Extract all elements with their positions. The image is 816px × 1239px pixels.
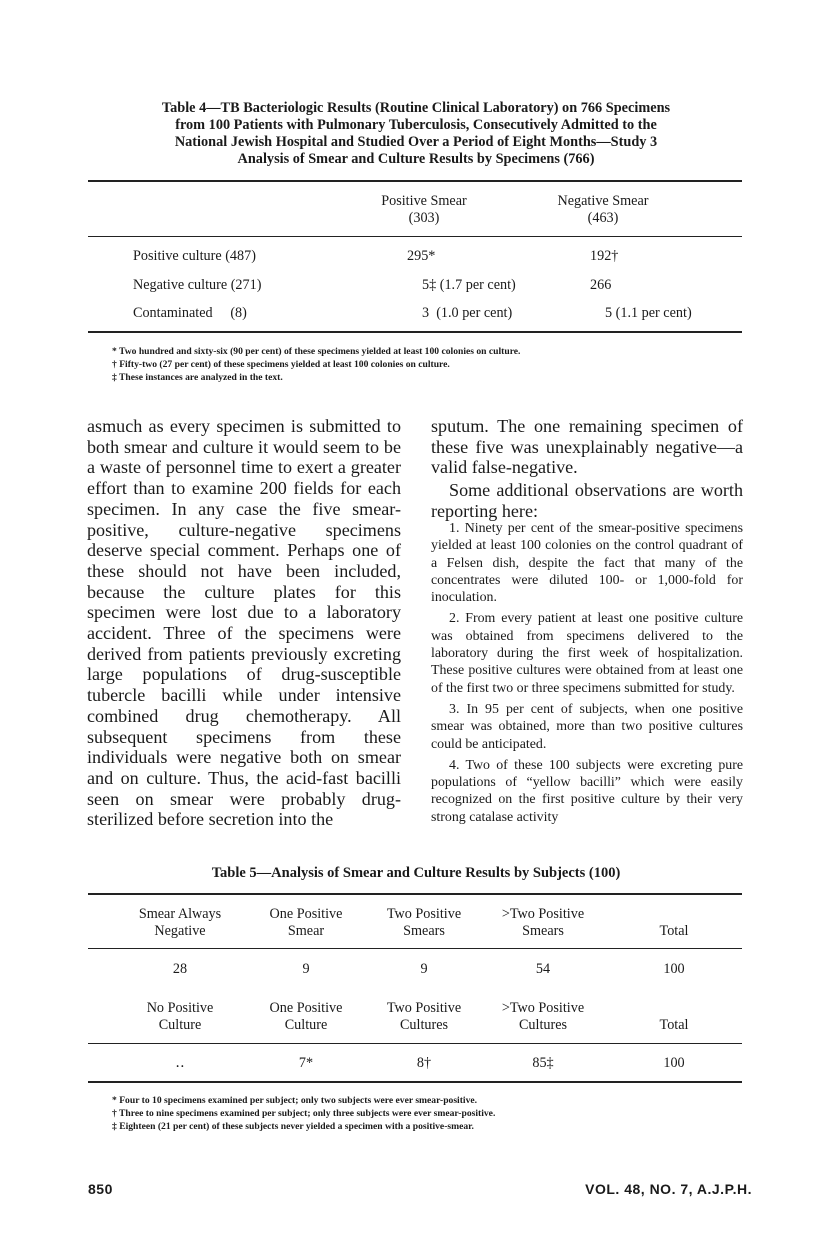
- table5-culture-value: ‥: [175, 1055, 185, 1071]
- footnote: * Two hundred and sixty-six (90 per cent) of these specimens yielded at least 100 colonies on culture.: [112, 346, 521, 357]
- table5-culture-header: [473, 1000, 613, 1034]
- table4-row-label: Contaminated (8): [133, 305, 247, 321]
- paragraph: sputum. The one remaining specimen of these five was unexplainably negative—a valid false-negative.: [431, 416, 743, 478]
- header-line: No Positive: [146, 1000, 214, 1016]
- table4-footnotes: [112, 346, 520, 385]
- footnote: ‡ These instances are analyzed in the text.: [112, 372, 283, 383]
- table4-caption-line: Table 4—TB Bacteriologic Results (Routine Clinical Laboratory) on 766 Specimens: [161, 100, 671, 116]
- header-line: Two Positive: [386, 1000, 462, 1016]
- header-line: Negative: [154, 923, 206, 939]
- header-line: Culture: [158, 1017, 202, 1033]
- header-line: Smears: [403, 923, 445, 939]
- table5-culture-value: 85‡: [532, 1055, 554, 1071]
- table4-cell-pos: 295*: [407, 248, 436, 264]
- table4-col-header-negative: [533, 193, 673, 227]
- header-line: Smears: [522, 923, 564, 939]
- header-label: Negative Smear: [557, 193, 649, 209]
- table5-smear-rule: [88, 948, 742, 949]
- table4-caption-line: National Jewish Hospital and Studied Over a Period of Eight Months—Study 3: [174, 134, 658, 150]
- table5-caption: Table 5—Analysis of Smear and Culture Results by Subjects (100): [211, 865, 621, 881]
- paragraph: asmuch as every specimen is submitted to both smear and culture it would seem to be a waste of personnel time to exert a greater effort than to examine 200 fields for each specimen. In any case the five smear-positive, culture-negative specimens deserve special comment. Perhaps one of these should not have been included, because the culture plates for this specimen were lost due to a laboratory accident. Three of the specimens were derived from patients previously excreting large populations of drug-susceptible tubercle bacilli while under intensive combined drug chemotherapy. All subsequent specimens from these individuals were negative both on smear and on culture. Thus, the acid-fast bacilli seen on smear were probably drug-sterilized before secretion into the: [87, 416, 401, 830]
- table5-culture-value: 8†: [416, 1055, 432, 1071]
- list-item: 4. Two of these 100 subjects were excreting pure populations of “yellow bacilli” which were easily recognized on the first positive culture by their very strong catalase activity: [431, 757, 743, 825]
- journal-reference: VOL. 48, NO. 7, A.J.P.H.: [585, 1181, 752, 1197]
- table5-smear-value: 54: [535, 961, 551, 977]
- table4-row-label: Positive culture (487): [133, 248, 256, 264]
- table5-culture-header: [110, 1000, 250, 1034]
- table4-cell-pos: 3 (1.0 per cent): [422, 305, 513, 321]
- table4-caption-line: Analysis of Smear and Culture Results by Specimens (766): [237, 151, 595, 167]
- table4-col-header-positive: [354, 193, 494, 227]
- table5-bottom-rule: [88, 1081, 742, 1083]
- table4-top-rule: [88, 180, 742, 182]
- table4-bottom-rule: [88, 331, 742, 333]
- table4-caption: [80, 100, 752, 168]
- table5-smear-value: 9: [420, 961, 428, 977]
- footnote: † Three to nine specimens examined per subject; only three subjects were ever smear-positive.: [112, 1108, 496, 1119]
- footnote: ‡ Eighteen (21 per cent) of these subjects never yielded a specimen with a positive-smear.: [112, 1121, 474, 1132]
- footnote: † Fifty-two (27 per cent) of these specimens yielded at least 100 colonies on culture.: [112, 359, 450, 370]
- table5-footnotes: [112, 1095, 495, 1134]
- table5-culture-header: [614, 1000, 734, 1034]
- header-line: Smear: [287, 923, 325, 939]
- header-line: Total: [659, 923, 689, 939]
- page-number: 850: [88, 1181, 113, 1197]
- table5-culture-rule: [88, 1043, 742, 1044]
- table5-culture-value: 100: [663, 1055, 685, 1071]
- header-label: Positive Smear: [381, 193, 467, 209]
- table5-smear-value: 9: [302, 961, 310, 977]
- list-item: 2. From every patient at least one positive culture was obtained from specimens delivered to the laboratory during the first week of hospitalization. These positive cultures were obtained from at least one of the first two or three specimens submitted for study.: [431, 611, 743, 696]
- table4-row-label: Negative culture (271): [133, 277, 262, 293]
- body-left-column: [87, 416, 401, 830]
- header-line: Total: [659, 1017, 689, 1033]
- header-line: One Positive: [269, 1000, 343, 1016]
- observations-list: [431, 520, 743, 830]
- header-count: (463): [587, 210, 619, 226]
- header-line: Culture: [284, 1017, 328, 1033]
- header-line: >Two Positive: [501, 1000, 585, 1016]
- table5-culture-value: 7*: [298, 1055, 314, 1071]
- header-line: Cultures: [518, 1017, 568, 1033]
- footnote: * Four to 10 specimens examined per subject; only two subjects were ever smear-positive.: [112, 1095, 478, 1106]
- header-line: Smear Always: [138, 906, 222, 922]
- table5-smear-header: [614, 906, 734, 940]
- header-line: >Two Positive: [501, 906, 585, 922]
- table5-top-rule: [88, 893, 742, 895]
- table4-cell-neg: 266: [590, 277, 612, 293]
- header-line: [614, 1000, 734, 1017]
- table5-smear-header: [473, 906, 613, 940]
- table5-smear-value: 100: [663, 961, 685, 977]
- header-count: (303): [408, 210, 440, 226]
- table4-caption-line: from 100 Patients with Pulmonary Tuberculosis, Consecutively Admitted to the: [175, 117, 657, 133]
- header-line: Cultures: [399, 1017, 449, 1033]
- table5-smear-value: 28: [172, 961, 188, 977]
- table4-cell-neg: 5 (1.1 per cent): [605, 305, 692, 321]
- header-line: One Positive: [269, 906, 343, 922]
- list-item: 3. In 95 per cent of subjects, when one positive smear was obtained, more than two positive cultures could be anticipated.: [431, 701, 743, 752]
- table5-smear-header: [110, 906, 250, 940]
- table4-cell-pos: 5‡ (1.7 per cent): [422, 277, 516, 293]
- list-item: 1. Ninety per cent of the smear-positive specimens yielded at least 100 colonies on the control quadrant of a Felsen dish, despite the fact that many of the concentrates were diluted 100- or 1,000-fold for inoculation.: [431, 521, 743, 606]
- header-line: [614, 906, 734, 923]
- table4-header-rule: [88, 236, 742, 237]
- body-right-column: [431, 416, 743, 522]
- table4-cell-neg: 192†: [590, 248, 619, 264]
- header-line: Two Positive: [386, 906, 462, 922]
- paragraph: Some additional observations are worth reporting here:: [431, 480, 743, 521]
